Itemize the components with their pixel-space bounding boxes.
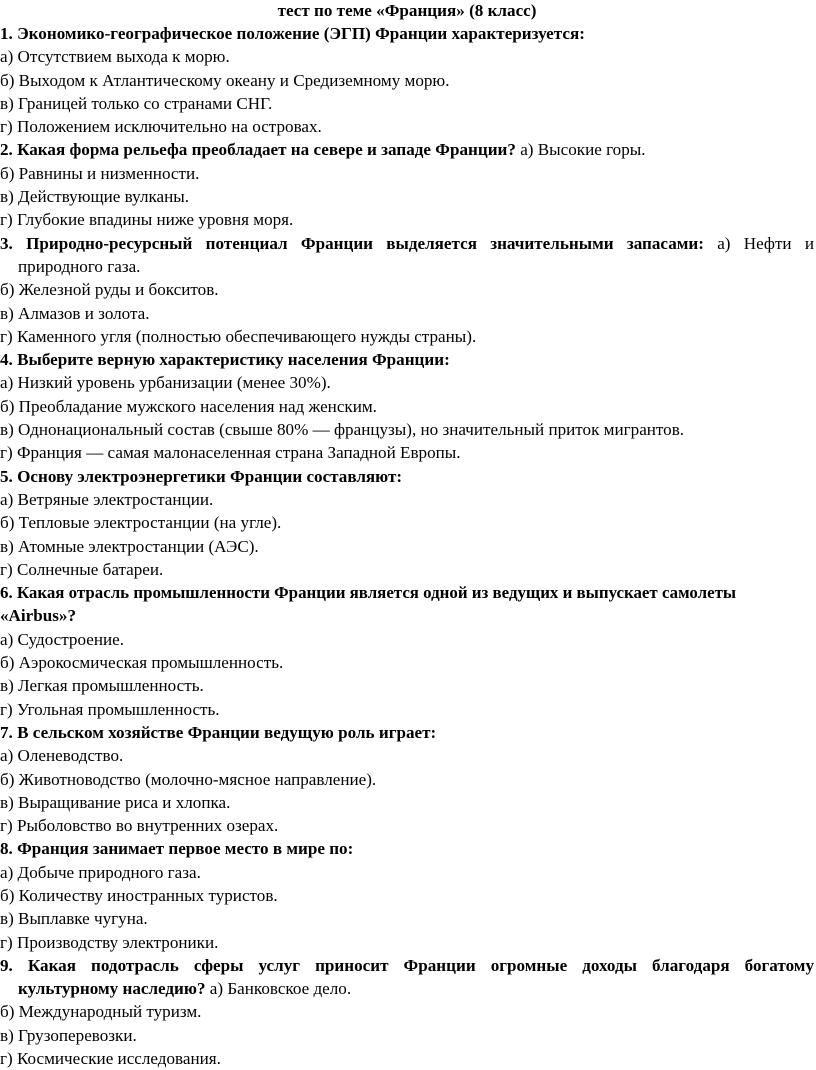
q4-option-b: б) Преобладание мужского населения над женским. [0,396,377,416]
q3-option-d: г) Каменного угля (полностью обеспечивающего нужды страны). [0,326,477,346]
question-9: 9. Какая подотрасль сферы услуг приносит Франции огромные доходы благодаря богатому [0,955,814,975]
q2-option-d: г) Глубокие впадины ниже уровня моря. [0,210,294,230]
question-9-continued-line [0,977,814,1000]
q1-option-a: а) Отсутствием выхода к морю. [0,47,230,67]
q5-option-d: г) Солнечные батареи. [0,559,164,579]
q7-option-b: б) Животноводство (молочно-мясное направление). [0,769,377,789]
question-9-continued: культурному наследию? [18,979,206,999]
question-6-continued: «Airbus»? [0,606,76,626]
question-2: 2. Какая форма рельефа преобладает на севере и западе Франции? [0,140,516,160]
q4-option-c: в) Однонациональный состав (свыше 80% — французы), но значительный приток мигрантов. [0,420,685,440]
q9-option-b: б) Международный туризм. [0,1002,202,1022]
q5-option-c: в) Атомные электростанции (АЭС). [0,536,259,556]
q7-option-c: в) Выращивание риса и хлопка. [0,792,231,812]
q6-option-a: а) Судостроение. [0,629,124,649]
question-8: 8. Франция занимает первое место в мире по: [0,839,354,859]
q1-option-c: в) Границей только со странами СНГ. [0,93,273,113]
q6-option-c: в) Легкая промышленность. [0,676,204,696]
q1-option-b: б) Выходом к Атлантическому океану и Средиземному морю. [0,70,450,90]
q2-option-b: б) Равнины и низменности. [0,163,200,183]
q2-option-c: в) Действующие вулканы. [0,187,190,207]
q3-option-c: в) Алмазов и золота. [0,303,150,323]
question-3-block [0,232,814,255]
q6-option-d: г) Угольная промышленность. [0,699,220,719]
question-7: 7. В сельском хозяйстве Франции ведущую роль играет: [0,722,437,742]
q3-option-b: б) Железной руды и бокситов. [0,280,219,300]
q8-option-a: а) Добыче природного газа. [0,862,201,882]
question-6: 6. Какая отрасль промышленности Франции является одной из ведущих и выпускает самолеты [0,583,737,603]
question-2-line [0,138,814,161]
question-5: 5. Основу электроэнергетики Франции составляют: [0,466,403,486]
q1-option-d: г) Положением исключительно на островах. [0,117,322,137]
question-3: 3. Природно-ресурсный потенциал Франции выделяется значительными запасами: [0,233,704,253]
q3-option-a-continued: природного газа. [18,256,141,276]
question-1: 1. Экономико-географическое положение (ЭГП) Франции характеризуется: [0,24,585,43]
q3-option-a: а) Нефти и [703,233,814,253]
q6-option-b: б) Аэрокосмическая промышленность. [0,653,284,673]
q9-option-c: в) Грузоперевозки. [0,1025,137,1045]
q4-option-a: а) Низкий уровень урбанизации (менее 30%). [0,373,331,393]
q4-option-d: г) Франция — самая малонаселенная страна Западной Европы. [0,443,461,463]
q2-option-a: а) Высокие горы. [515,140,646,160]
q8-option-b: б) Количеству иностранных туристов. [0,885,278,905]
question-4: 4. Выберите верную характеристику населения Франции: [0,350,450,370]
q7-option-d: г) Рыболовство во внутренних озерах. [0,816,279,836]
q9-option-d: г) Космические исследования. [0,1049,221,1069]
q5-option-a: а) Ветряные электростанции. [0,489,214,509]
q8-option-d: г) Производству электроники. [0,932,219,952]
q8-option-c: в) Выплавке чугуна. [0,909,148,929]
q5-option-b: б) Тепловые электростанции (на угле). [0,513,282,533]
q9-option-a: а) Банковское дело. [205,979,352,999]
q7-option-a: а) Оленеводство. [0,746,124,766]
document-title: тест по теме «Франция» (8 класс) [277,1,537,20]
